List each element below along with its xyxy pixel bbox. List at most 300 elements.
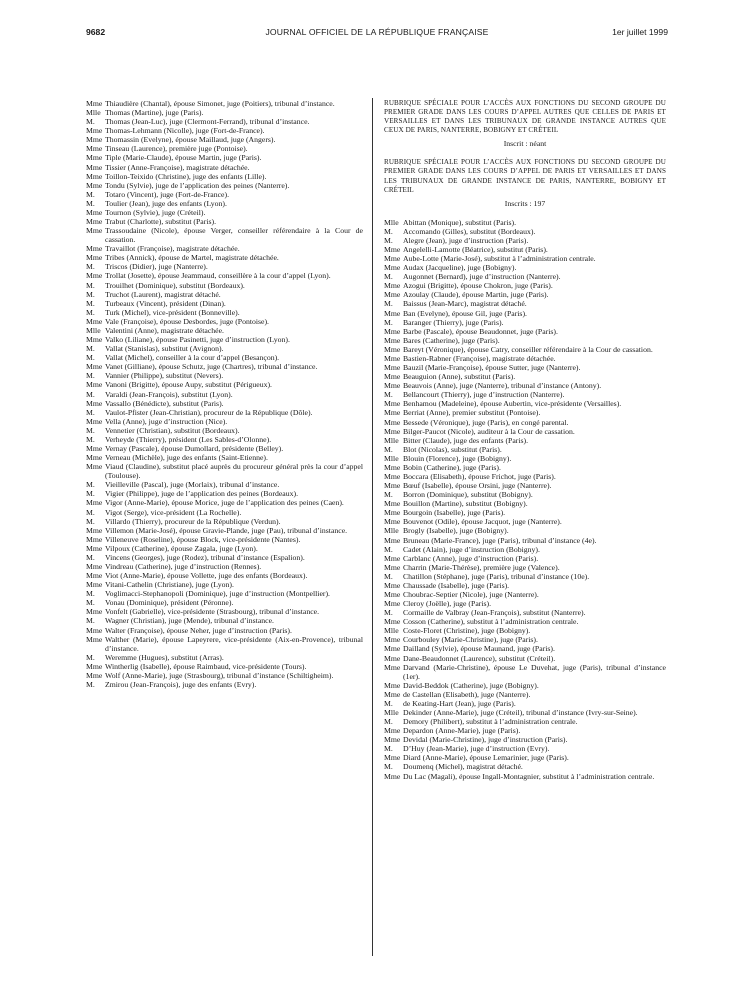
entry-text: Diard (Anne-Marie), épouse Lemarinier, juge (Paris). <box>403 753 569 763</box>
magistrate-entry <box>384 772 666 781</box>
civil-title: Mme <box>384 281 401 291</box>
magistrate-entry <box>384 472 666 481</box>
magistrate-entry <box>384 309 666 318</box>
civil-title: M. <box>86 353 95 363</box>
civil-title: M. <box>384 744 393 754</box>
entry-text: Choubrac-Septier (Nicole), juge (Nanterre). <box>403 589 539 599</box>
right-entry-list <box>384 218 666 781</box>
civil-title: M. <box>86 371 95 381</box>
civil-title: Mme <box>384 635 401 645</box>
civil-title: Mme <box>384 753 401 763</box>
civil-title: M. <box>86 298 95 308</box>
entry-text: Wagner (Christian), juge (Mende), tribunal d’instance. <box>105 616 274 626</box>
magistrate-entry <box>86 680 363 689</box>
entry-text: Bœuf (Isabelle), épouse Orsini, juge (Nanterre). <box>403 481 552 491</box>
civil-title: Mme <box>384 326 401 336</box>
entry-text: Voglimacci-Stephanopoli (Dominique), juge d’instruction (Montpellier). <box>105 589 330 599</box>
entry-text: Varaldi (Jean-François), substitut (Lyon). <box>105 389 233 399</box>
entry-text: Thomas (Martine), juge (Paris). <box>105 108 204 118</box>
entry-text: Vincens (Georges), juge (Rodez), tribunal d’instance (Espalion). <box>105 552 305 562</box>
entry-text: Berriat (Anne), premier substitut (Pontoise). <box>403 408 541 418</box>
civil-title: Mme <box>384 353 401 363</box>
magistrate-entry <box>86 535 363 544</box>
civil-title: Mme <box>86 561 103 571</box>
entry-text: Benhamou (Madeleine), épouse Aubertin, vice-présidente (Versailles). <box>403 399 622 409</box>
entry-text: Demory (Philibert), substitut à l’administration centrale. <box>403 717 578 727</box>
civil-title: Mlle <box>384 217 399 227</box>
civil-title: M. <box>86 552 95 562</box>
civil-title: Mme <box>384 517 401 527</box>
magistrate-entry <box>384 372 666 381</box>
magistrate-entry <box>384 445 666 454</box>
magistrate-entry <box>86 517 363 526</box>
entry-text: Tissier (Anne-Françoise), magistrate détachée. <box>105 162 250 172</box>
entry-text: Bastien-Rabner (Françoise), magistrate détachée. <box>403 353 556 363</box>
civil-title: Mme <box>86 171 103 181</box>
entry-text: Vitani-Cathelin (Christiane), juge (Lyon). <box>105 580 234 590</box>
civil-title: Mlle <box>86 325 101 335</box>
magistrate-entry <box>384 299 666 308</box>
civil-title: M. <box>384 317 393 327</box>
civil-title: Mme <box>86 634 103 644</box>
entry-text: Devidal (Marie-Christine), juge d’instruction (Paris). <box>403 735 568 745</box>
magistrate-entry <box>384 281 666 290</box>
civil-title: M. <box>86 344 95 354</box>
entry-text: Viot (Anne-Marie), épouse Vollette, juge des enfants (Bordeaux). <box>105 571 308 581</box>
magistrate-entry <box>86 262 363 271</box>
entry-text: Baissus (Jean-Marc), magistrat détaché. <box>403 299 527 309</box>
entry-text: Bellancourt (Thierry), juge d’instruction (Nanterre). <box>403 390 565 400</box>
entry-text: Truchot (Laurent), magistrat détaché. <box>105 289 221 299</box>
civil-title: M. <box>384 299 393 309</box>
entry-text: Valentini (Anne), magistrate détachée. <box>105 325 224 335</box>
civil-title: M. <box>86 616 95 626</box>
civil-title: M. <box>86 389 95 399</box>
magistrate-entry <box>86 335 363 344</box>
magistrate-entry <box>86 108 363 117</box>
civil-title: Mme <box>384 335 401 345</box>
civil-title: M. <box>86 280 95 290</box>
civil-title: Mme <box>384 617 401 627</box>
magistrate-entry <box>384 381 666 390</box>
entry-text: Coste-Floret (Christine), juge (Bobigny). <box>403 626 531 636</box>
civil-title: M. <box>86 507 95 517</box>
magistrate-entry <box>384 345 666 354</box>
magistrate-entry <box>86 453 363 462</box>
civil-title: Mme <box>384 735 401 745</box>
entry-text: Walter (Françoise), épouse Neher, juge d’instruction (Paris). <box>105 625 292 635</box>
column-divider <box>372 98 373 956</box>
magistrate-entry <box>86 281 363 290</box>
entry-text: Vennetier (Christian), substitut (Bordeaux). <box>105 425 240 435</box>
civil-title: Mme <box>86 534 103 544</box>
magistrate-entry <box>384 427 666 436</box>
entry-text: Aube-Lotte (Marie-José), substitut à l’administration centrale. <box>403 254 596 264</box>
entry-text: Azogui (Brigitte), épouse Chokron, juge (Paris). <box>403 281 553 291</box>
entry-text: Blouin (Florence), juge (Bobigny). <box>403 453 512 463</box>
civil-title: Mme <box>86 670 103 680</box>
magistrate-entry <box>86 181 363 190</box>
magistrate-entry <box>86 126 363 135</box>
civil-title: Mme <box>86 153 103 163</box>
entry-text: Trollat (Josette), épouse Jeammaud, conseillère à la cour d’appel (Lyon). <box>105 271 331 281</box>
entry-text: Vale (Françoise), épouse Desbordes, juge (Pontoise). <box>105 316 269 326</box>
magistrate-entry <box>86 380 363 389</box>
entry-text: Barbe (Pascale), épouse Beaudonnet, juge (Paris). <box>403 326 558 336</box>
entry-text: Turk (Michel), vice-président (Bonneville). <box>105 307 240 317</box>
magistrate-entry <box>86 153 363 162</box>
magistrate-entry <box>384 708 666 717</box>
entry-text: Dekinder (Anne-Marie), juge (Créteil), tribunal d’instance (Ivry-sur-Seine). <box>403 708 638 717</box>
magistrate-entry <box>86 462 363 480</box>
civil-title: Mme <box>384 562 401 572</box>
civil-title: Mme <box>384 680 401 690</box>
magistrate-entry <box>384 681 666 690</box>
magistrate-entry <box>384 753 666 762</box>
entry-text: Vallat (Stanislas), substitut (Avignon). <box>105 344 224 354</box>
magistrate-entry <box>384 290 666 299</box>
magistrate-entry <box>384 744 666 753</box>
civil-title: Mme <box>86 335 103 345</box>
civil-title: M. <box>86 680 95 689</box>
entry-text: Turbeaux (Vincent), président (Dinan). <box>105 298 226 308</box>
entry-text: Triscos (Didier), juge (Nanterre). <box>105 262 208 272</box>
civil-title: Mme <box>384 263 401 273</box>
entry-text: Bauzil (Marie-Françoise), épouse Sutter, juge (Nanterre). <box>403 363 581 373</box>
magistrate-entry <box>384 363 666 372</box>
entry-text: Cadet (Alain), juge d’instruction (Bobigny). <box>403 544 540 554</box>
civil-title: M. <box>384 544 393 554</box>
entry-text: Toillon-Teixido (Christine), juge des enfants (Lille). <box>105 171 267 181</box>
magistrate-entry <box>86 653 363 662</box>
entry-text: Angelelli-Lamotte (Béatrice), substitut (Paris). <box>403 245 548 255</box>
magistrate-entry <box>384 690 666 699</box>
entry-text: Viaud (Claudine), substitut placé auprès du procureur général près la cour d’appel (Toulouse). <box>105 462 363 481</box>
magistrate-entry <box>86 562 363 571</box>
entry-text: Villemon (Marie-José), épouse Gravie-Plande, juge (Pau), tribunal d’instance. <box>105 525 348 535</box>
entry-text: Verheyde (Thierry), président (Les Sables-d’Olonne). <box>105 434 272 444</box>
civil-title: Mme <box>86 380 103 390</box>
entry-text: Weremme (Hugues), substitut (Arras). <box>105 652 224 662</box>
magistrate-entry <box>86 344 363 353</box>
page-header <box>86 27 668 39</box>
magistrate-entry <box>86 607 363 616</box>
magistrate-entry <box>384 635 666 644</box>
magistrate-entry <box>86 190 363 199</box>
entry-text: Vaulot-Pfister (Jean-Christian), procureur de la République (Dôle). <box>105 407 313 417</box>
civil-title: Mme <box>384 653 401 663</box>
magistrate-entry <box>86 308 363 317</box>
magistrate-entry <box>384 390 666 399</box>
magistrate-entry <box>86 299 363 308</box>
entry-text: Dane-Beaudonnet (Laurence), substitut (Créteil). <box>403 653 556 663</box>
civil-title: M. <box>384 698 393 708</box>
issue-date: 1er juillet 1999 <box>612 27 668 37</box>
civil-title: M. <box>384 226 393 236</box>
magistrate-entry <box>86 626 363 635</box>
civil-title: Mme <box>86 462 103 472</box>
magistrate-entry <box>384 717 666 726</box>
entry-text: Azoulay (Claude), épouse Martin, juge (Paris). <box>403 290 549 300</box>
magistrate-entry <box>384 508 666 517</box>
entry-text: Walther (Marie), épouse Lapeyrere, vice-présidente (Aix-en-Provence), tribunal d’instance. <box>105 634 363 653</box>
civil-title: M. <box>384 717 393 727</box>
magistrate-entry <box>384 545 666 554</box>
magistrate-entry <box>384 517 666 526</box>
entry-text: Charrin (Marie-Thérèse), première juge (Valence). <box>403 562 560 572</box>
magistrate-entry <box>86 135 363 144</box>
civil-title: M. <box>86 189 95 199</box>
civil-title: Mme <box>384 344 401 354</box>
civil-title: M. <box>86 489 95 499</box>
civil-title: Mme <box>86 144 103 154</box>
magistrate-entry <box>86 480 363 489</box>
magistrate-entry <box>86 580 363 589</box>
civil-title: Mme <box>86 180 103 190</box>
magistrate-entry <box>384 563 666 572</box>
civil-title: Mme <box>86 362 103 372</box>
civil-title: Mme <box>86 217 103 227</box>
magistrate-entry <box>384 254 666 263</box>
civil-title: M. <box>86 516 95 526</box>
civil-title: Mme <box>86 580 103 590</box>
magistrate-entry <box>384 354 666 363</box>
left-column <box>86 99 363 959</box>
entry-text: Beauvois (Anne), juge (Nanterre), tribunal d’instance (Antony). <box>403 381 602 391</box>
entry-text: Vilpoux (Catherine), épouse Zagala, juge (Lyon). <box>105 543 258 553</box>
civil-title: M. <box>86 434 95 444</box>
magistrate-entry <box>384 654 666 663</box>
magistrate-entry <box>86 244 363 253</box>
entry-text: Carblanc (Anne), juge d’instruction (Paris). <box>403 553 539 563</box>
entry-text: Bourgoin (Isabelle), juge (Paris). <box>403 508 506 518</box>
magistrate-entry <box>86 544 363 553</box>
entry-text: D’Huy (Jean-Marie), juge d’instruction (Evry). <box>403 744 550 754</box>
entry-text: Vonau (Dominique), président (Péronne). <box>105 598 234 608</box>
civil-title: Mme <box>86 607 103 617</box>
civil-title: Mme <box>86 135 103 145</box>
entry-text: Alegre (Jean), juge d’instruction (Paris). <box>403 235 529 245</box>
civil-title: M. <box>384 272 393 282</box>
magistrate-entry <box>86 435 363 444</box>
civil-title: M. <box>384 762 393 772</box>
magistrate-entry <box>384 590 666 599</box>
magistrate-entry <box>384 318 666 327</box>
civil-title: Mme <box>86 625 103 635</box>
entry-text: Bilger-Paucot (Nicole), auditeur à la Cour de cassation. <box>403 426 575 436</box>
magistrate-entry <box>86 390 363 399</box>
entry-text: Audax (Jacqueline), juge (Bobigny). <box>403 263 517 273</box>
civil-title: Mme <box>86 162 103 172</box>
entry-text: Thomas (Jean-Luc), juge (Clermont-Ferrand), tribunal d’instance. <box>105 117 310 127</box>
entry-text: Bouillon (Martine), substitut (Bobigny). <box>403 499 528 509</box>
magistrate-entry <box>384 726 666 735</box>
magistrate-entry <box>384 663 666 681</box>
magistrate-entry <box>86 553 363 562</box>
civil-title: Mme <box>86 443 103 453</box>
magistrate-entry <box>86 172 363 181</box>
civil-title: Mme <box>86 316 103 326</box>
page-number: 9682 <box>86 27 106 37</box>
entry-text: Vernay (Pascale), épouse Dumollard, présidente (Belley). <box>105 443 284 453</box>
civil-title: M. <box>384 444 393 454</box>
magistrate-entry <box>86 253 363 262</box>
magistrate-entry <box>384 626 666 635</box>
entry-text: Travaillot (Françoise), magistrate détachée. <box>105 244 240 254</box>
entry-text: Cleroy (Joëlle), juge (Paris). <box>403 599 492 609</box>
civil-title: Mme <box>384 462 401 472</box>
entry-text: Augonnet (Bernard), juge d’instruction (Nanterre). <box>403 272 561 282</box>
magistrate-entry <box>384 572 666 581</box>
entry-text: Vigot (Serge), vice-président (La Rochelle). <box>105 507 242 517</box>
entry-text: Villardo (Thierry), procureur de la République (Verdun). <box>105 516 281 526</box>
entry-text: Vassallo (Bénédicte), substitut (Paris). <box>105 398 224 408</box>
magistrate-entry <box>384 762 666 771</box>
civil-title: Mme <box>384 689 401 699</box>
civil-title: M. <box>86 307 95 317</box>
entry-text: Tribes (Annick), épouse de Martel, magistrate détachée. <box>105 253 279 263</box>
magistrate-entry <box>86 371 363 380</box>
entry-text: Villeneuve (Roseline), épouse Block, vice-présidente (Nantes). <box>105 534 301 544</box>
civil-title: Mme <box>86 253 103 263</box>
civil-title: Mme <box>86 271 103 281</box>
entry-text: Trabut (Charlotte), substitut (Paris). <box>105 217 217 227</box>
civil-title: Mme <box>86 207 103 217</box>
magistrate-entry <box>86 199 363 208</box>
civil-title: Mme <box>384 426 401 436</box>
magistrate-entry <box>384 399 666 408</box>
civil-title: M. <box>86 425 95 435</box>
entry-text: Thomas-Lehmann (Nicolle), juge (Fort-de-France). <box>105 126 265 136</box>
civil-title: Mlle <box>384 526 399 536</box>
civil-title: Mme <box>384 471 401 481</box>
journal-title: JOURNAL OFFICIEL DE LA RÉPUBLIQUE FRANÇAISE <box>265 27 489 37</box>
civil-title: Mme <box>384 481 401 491</box>
section-heading-2: RUBRIQUE SPÉCIALE POUR L’ACCÈS AUX FONCTIONS DU SECOND GROUPE DU PREMIER GRADE DANS LES COURS D’APPEL DE PARIS ET VERSAILLES ET DANS LES TRIBUNAUX DE GRANDE INSTANCE DE PARIS, NANTERRE, BOBIGNY ET CRÉTEIL <box>384 158 666 194</box>
section-2-inscrits: Inscrits : 197 <box>504 198 546 208</box>
magistrate-entry <box>384 454 666 463</box>
entry-text: Boccara (Elisabeth), épouse Frichot, juge (Paris). <box>403 471 556 481</box>
magistrate-entry <box>384 272 666 281</box>
civil-title: M. <box>384 571 393 581</box>
magistrate-entry <box>384 227 666 236</box>
entry-text: Vannier (Philippe), substitut (Nevers). <box>105 371 224 381</box>
civil-title: Mme <box>86 498 103 508</box>
entry-text: Cormaille de Valbray (Jean-François), substitut (Nanterre). <box>403 608 586 618</box>
magistrate-entry <box>86 226 363 244</box>
civil-title: Mme <box>384 644 401 654</box>
magistrate-entry <box>86 635 363 653</box>
civil-title: Mme <box>384 499 401 509</box>
entry-text: Vigor (Anne-Marie), épouse Morice, juge de l’application des peines (Caen). <box>105 498 344 508</box>
magistrate-entry <box>384 526 666 535</box>
civil-title: Mme <box>384 726 401 736</box>
civil-title: M. <box>86 407 95 417</box>
entry-text: Borron (Dominique), substitut (Bobigny). <box>403 490 533 500</box>
magistrate-entry <box>86 589 363 598</box>
civil-title: M. <box>86 117 95 127</box>
entry-text: Brogly (Isabelle), juge (Bobigny). <box>403 526 509 536</box>
magistrate-entry <box>384 408 666 417</box>
civil-title: Mme <box>384 771 401 781</box>
civil-title: Mme <box>86 525 103 535</box>
entry-text: Vieilleville (Pascal), juge (Morlaix), tribunal d’instance. <box>105 480 280 490</box>
magistrate-entry <box>86 271 363 280</box>
entry-text: David-Beddok (Catherine), juge (Bobigny). <box>403 680 539 690</box>
civil-title: Mlle <box>384 453 399 463</box>
magistrate-entry <box>86 217 363 226</box>
civil-title: Mme <box>384 408 401 418</box>
civil-title: Mme <box>384 363 401 373</box>
entry-text: Trouilhet (Dominique), substitut (Bordeaux). <box>105 280 245 290</box>
magistrate-entry <box>384 463 666 472</box>
entry-text: Blot (Nicolas), substitut (Paris). <box>403 444 502 454</box>
entry-text: de Keating-Hart (Jean), juge (Paris). <box>403 698 516 708</box>
magistrate-entry <box>384 218 666 227</box>
entry-text: Tiple (Marie-Claude), épouse Martin, juge (Paris). <box>105 153 262 163</box>
entry-text: Bareyt (Véronique), épouse Catry, conseiller référendaire à la Cour de cassation. <box>403 344 653 354</box>
entry-text: Tinseau (Laurence), première juge (Pontoise). <box>105 144 248 154</box>
entry-text: Dailland (Sylvie), épouse Maunand, juge (Paris). <box>403 644 555 654</box>
entry-text: Vallat (Michel), conseiller à la cour d’appel (Besançon). <box>105 353 280 363</box>
entry-text: Darvand (Marie-Christine), épouse Le Duvehat, juge (Paris), tribunal d’instance (1er). <box>403 662 666 681</box>
entry-text: Vindreau (Catherine), juge d’instruction (Rennes). <box>105 561 262 571</box>
magistrate-entry <box>86 144 363 153</box>
entry-text: Vanet (Gilliane), épouse Schutz, juge (Chartres), tribunal d’instance. <box>105 362 318 372</box>
civil-title: M. <box>86 289 95 299</box>
civil-title: Mme <box>86 126 103 136</box>
magistrate-entry <box>384 236 666 245</box>
magistrate-entry <box>86 362 363 371</box>
civil-title: Mme <box>86 416 103 426</box>
entry-text: Depardon (Anne-Marie), juge (Paris). <box>403 726 521 736</box>
civil-title: Mme <box>384 308 401 318</box>
magistrate-entry <box>384 536 666 545</box>
magistrate-entry <box>384 327 666 336</box>
magistrate-entry <box>86 526 363 535</box>
magistrate-entry <box>384 499 666 508</box>
civil-title: M. <box>86 262 95 272</box>
civil-title: Mme <box>86 244 103 254</box>
magistrate-entry <box>86 399 363 408</box>
magistrate-entry <box>384 644 666 653</box>
magistrate-entry <box>384 599 666 608</box>
right-column <box>384 99 666 781</box>
entry-text: Totaro (Vincent), juge (Fort-de-France). <box>105 189 230 199</box>
entry-text: Thomassin (Evelyne), épouse Maillaud, juge (Angers). <box>105 135 276 145</box>
magistrate-entry <box>384 699 666 708</box>
civil-title: Mme <box>86 661 103 671</box>
civil-title: M. <box>384 390 393 400</box>
entry-text: Toulier (Jean), juge des enfants (Lyon). <box>105 198 227 208</box>
magistrate-entry <box>384 581 666 590</box>
civil-title: M. <box>384 608 393 618</box>
magistrate-entry <box>86 99 363 108</box>
entry-text: Wolf (Anne-Marie), juge (Strasbourg), tribunal d’instance (Schiltigheim). <box>105 670 334 680</box>
entry-text: Doumenq (Michel), magistrat détaché. <box>403 762 523 772</box>
civil-title: Mme <box>384 662 401 672</box>
entry-text: Chaussade (Isabelle), juge (Paris). <box>403 580 510 590</box>
entry-text: Vigier (Philippe), juge de l’application des peines (Bordeaux). <box>105 489 299 499</box>
civil-title: Mme <box>384 535 401 545</box>
magistrate-entry <box>86 426 363 435</box>
magistrate-entry <box>86 444 363 453</box>
magistrate-entry <box>384 336 666 345</box>
magistrate-entry <box>86 598 363 607</box>
civil-title: M. <box>86 652 95 662</box>
entry-text: Vonfelt (Gabrielle), vice-présidente (Strasbourg), tribunal d’instance. <box>105 607 320 617</box>
magistrate-entry <box>384 245 666 254</box>
